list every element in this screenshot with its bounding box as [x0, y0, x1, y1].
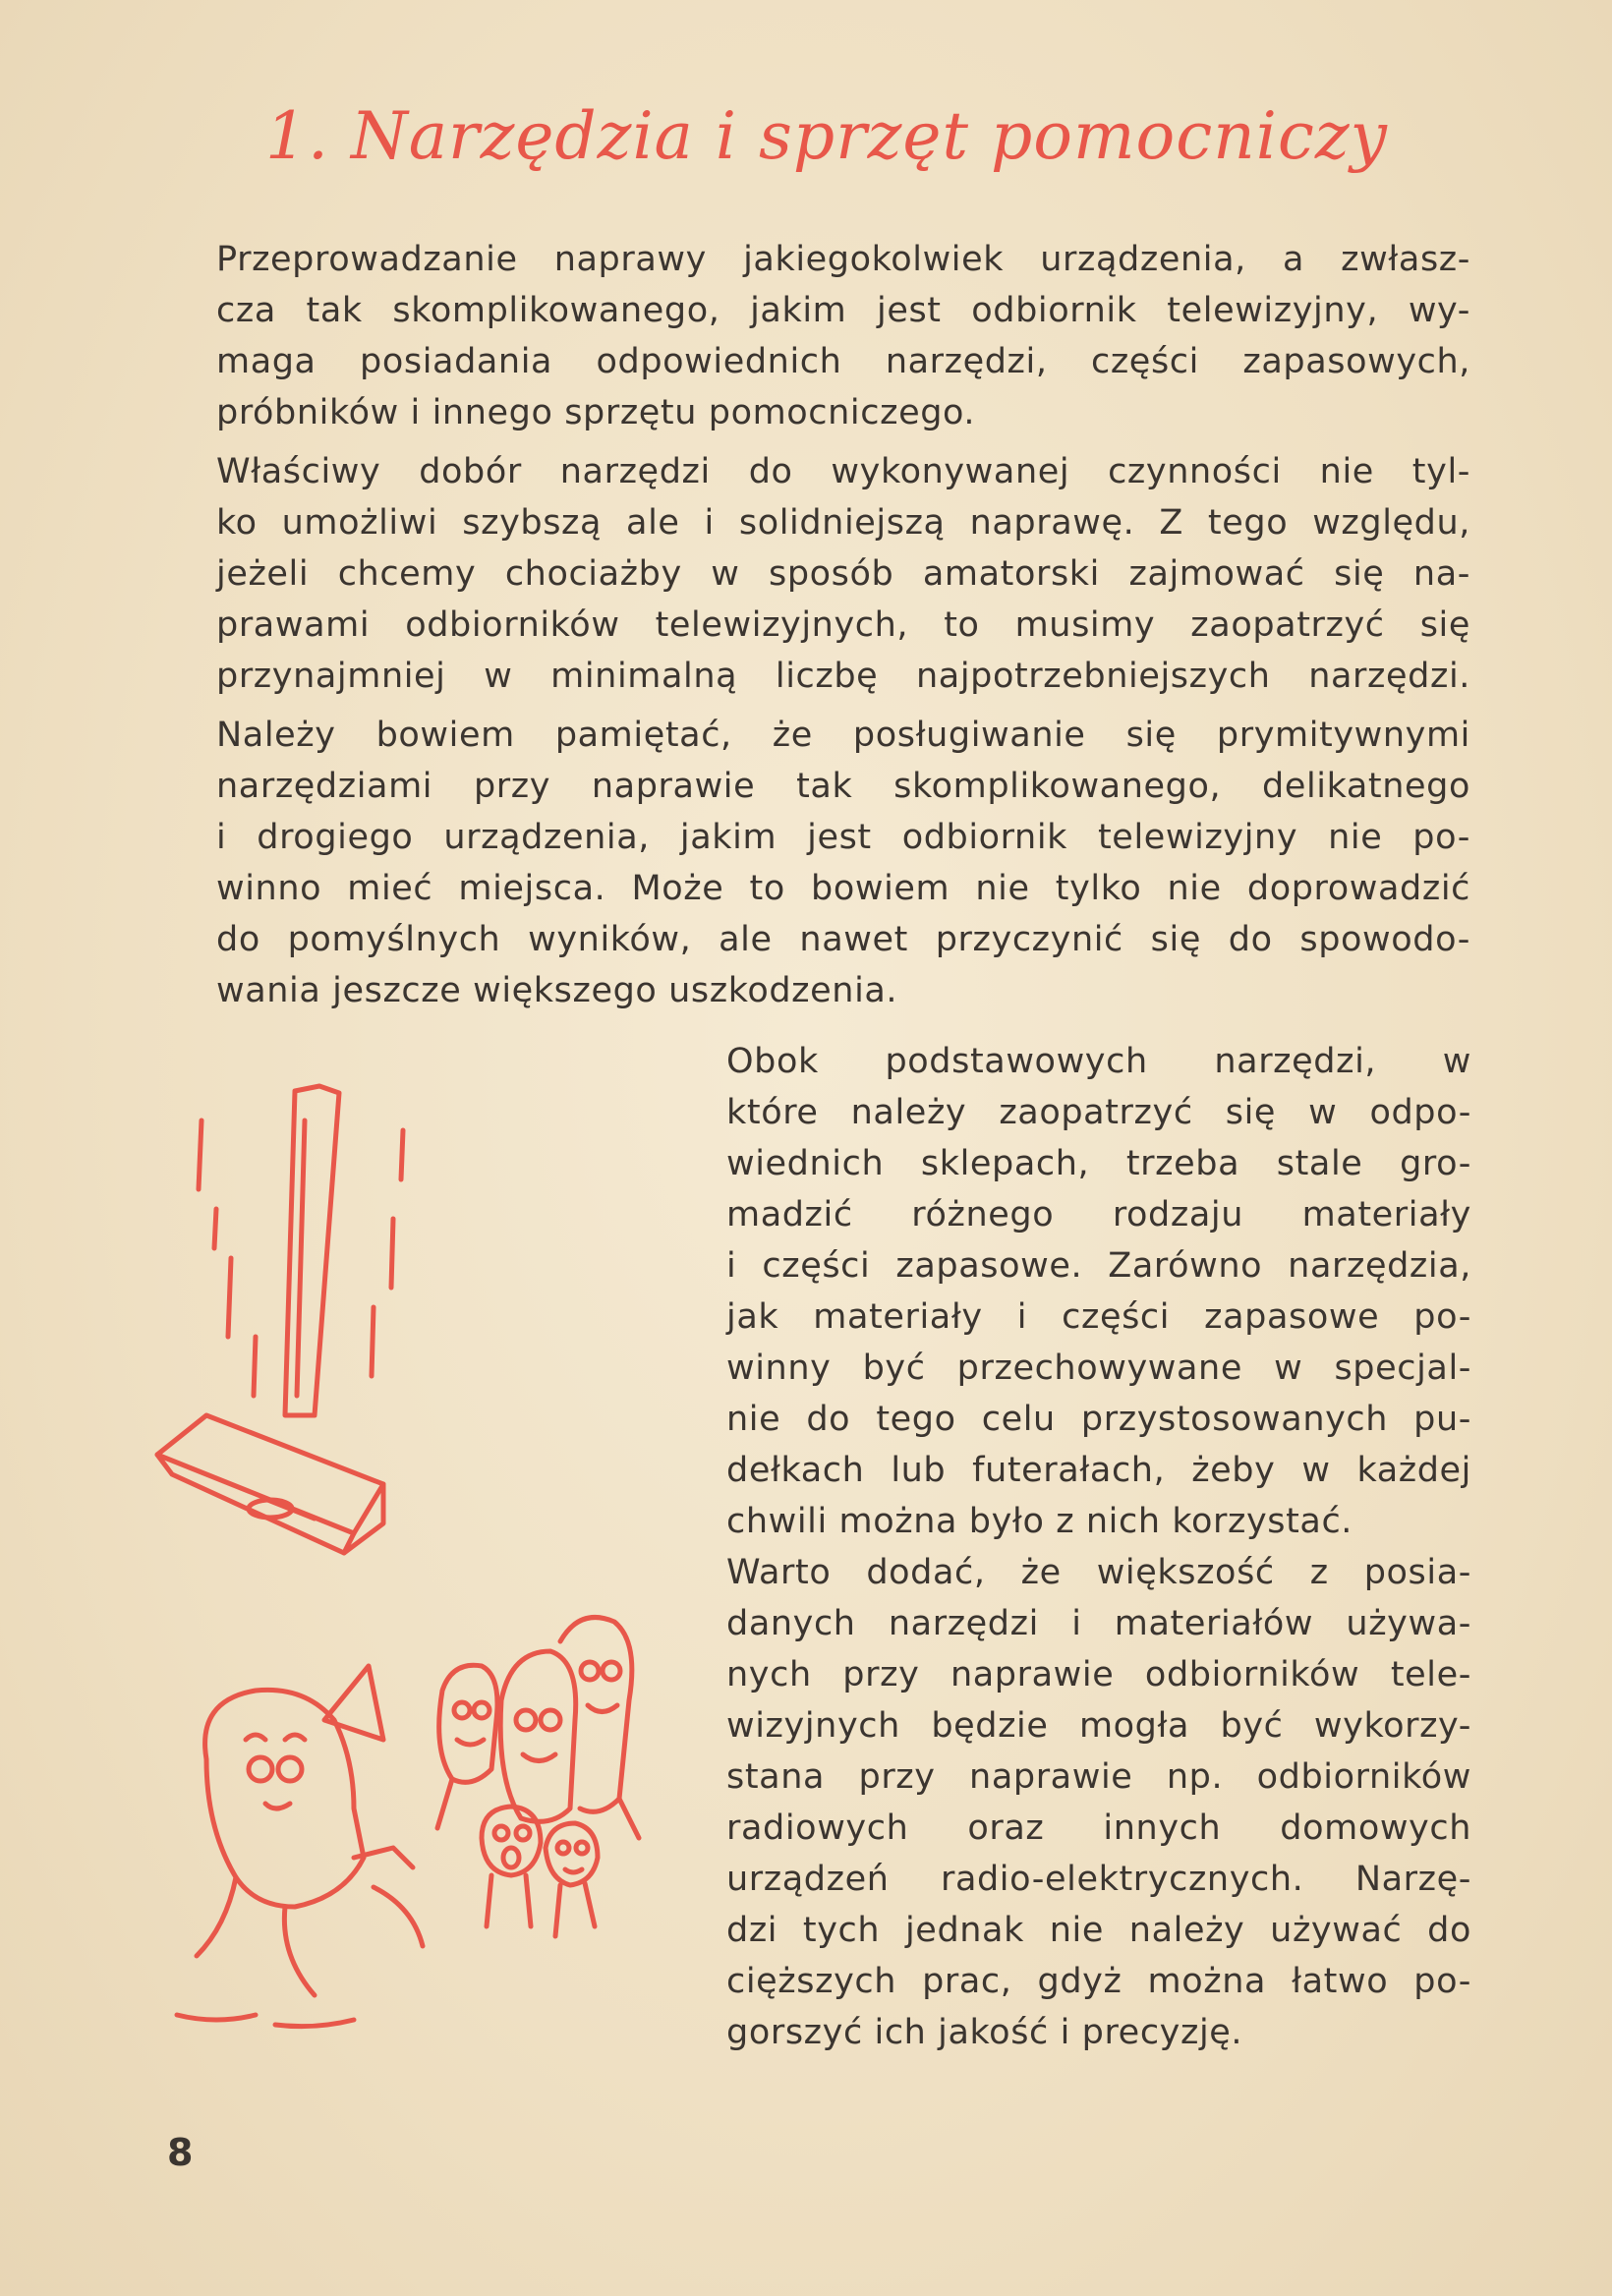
hammer-illustration [147, 1062, 482, 1592]
text-line: narzędziami przy naprawie tak skomplikowanego, delikatnego [216, 767, 1470, 806]
text-line: ko umożliwi szybszą ale i solidniejszą naprawę. Z tego względu, [216, 503, 1470, 543]
text-line: nych przy naprawie odbiorników tele- [726, 1655, 1471, 1694]
chapter-title: 1. Narzędzia i sprzęt pomocniczy [265, 98, 1388, 174]
text-line: jak materiały i części zapasowe po- [726, 1297, 1471, 1337]
text-line: prawami odbiorników telewizyjnych, to musimy zaopatrzyć się [216, 605, 1470, 645]
text-line: cięższych prac, gdyż można łatwo po- [726, 1962, 1471, 2001]
text-line: urządzeń radio-elektrycznych. Narzę- [726, 1860, 1471, 1899]
paragraph-5 [685, 1547, 1471, 2058]
text-line: Przeprowadzanie naprawy jakiegokolwiek urządzenia, a zwłasz- [216, 240, 1470, 279]
text-line: i drogiego urządzenia, jakim jest odbiornik telewizyjny nie po- [216, 818, 1470, 857]
text-line: madzić różnego rodzaju materiały [726, 1195, 1471, 1234]
text-line: radiowych oraz innych domowych [726, 1808, 1471, 1848]
text-line: winny być przechowywane w specjal- [726, 1349, 1471, 1388]
page-number: 8 [167, 2131, 194, 2174]
text-line: wania jeszcze większego uszkodzenia. [216, 971, 898, 1010]
full-width-text [175, 234, 1470, 1016]
narrow-text-column [685, 1036, 1471, 2058]
text-line: gorszyć ich jakość i precyzję. [726, 2013, 1243, 2052]
text-line: winno mieć miejsca. Może to bowiem nie tylko nie doprowadzić [216, 869, 1470, 908]
text-line: Należy bowiem pamiętać, że posługiwanie się prymitywnymi [216, 716, 1470, 755]
characters-illustration [157, 1612, 668, 2044]
text-line: dzi tych jednak nie należy używać do [726, 1911, 1471, 1950]
text-line: które należy zaopatrzyć się w odpo- [726, 1093, 1471, 1132]
text-line: wizyjnych będzie mogła być wykorzy- [726, 1706, 1471, 1746]
text-line: maga posiadania odpowiednich narzędzi, części zapasowych, [216, 342, 1470, 381]
text-line: przynajmniej w minimalną liczbę najpotrzebniejszych narzędzi. [216, 657, 1470, 696]
text-line: stana przy naprawie np. odbiorników [726, 1757, 1471, 1797]
paragraph-2 [175, 446, 1470, 702]
text-line: Obok podstawowych narzędzi, w [726, 1042, 1471, 1081]
text-line: wiednich sklepach, trzeba stale gro- [726, 1144, 1471, 1183]
text-line: dełkach lub futerałach, żeby w każdej [726, 1451, 1471, 1490]
paragraph-1 [175, 234, 1470, 438]
paragraph-4 [685, 1036, 1471, 1547]
text-line: do pomyślnych wyników, ale nawet przyczynić się do spowodo- [216, 920, 1470, 959]
text-line: i części zapasowe. Zarówno narzędzia, [726, 1246, 1471, 1286]
text-line: próbników i innego sprzętu pomocniczego. [216, 393, 976, 432]
text-line: Właściwy dobór narzędzi do wykonywanej czynności nie tyl- [216, 452, 1470, 491]
text-line: chwili można było z nich korzystać. [726, 1502, 1353, 1541]
text-line: danych narzędzi i materiałów używa- [726, 1604, 1471, 1643]
text-line: Warto dodać, że większość z posia- [726, 1553, 1471, 1592]
paragraph-3 [175, 710, 1470, 1016]
text-line: cza tak skomplikowanego, jakim jest odbiornik telewizyjny, wy- [216, 291, 1470, 330]
text-line: jeżeli chcemy chociażby w sposób amatorski zajmować się na- [216, 554, 1470, 594]
text-line: nie do tego celu przystosowanych pu- [726, 1400, 1471, 1439]
